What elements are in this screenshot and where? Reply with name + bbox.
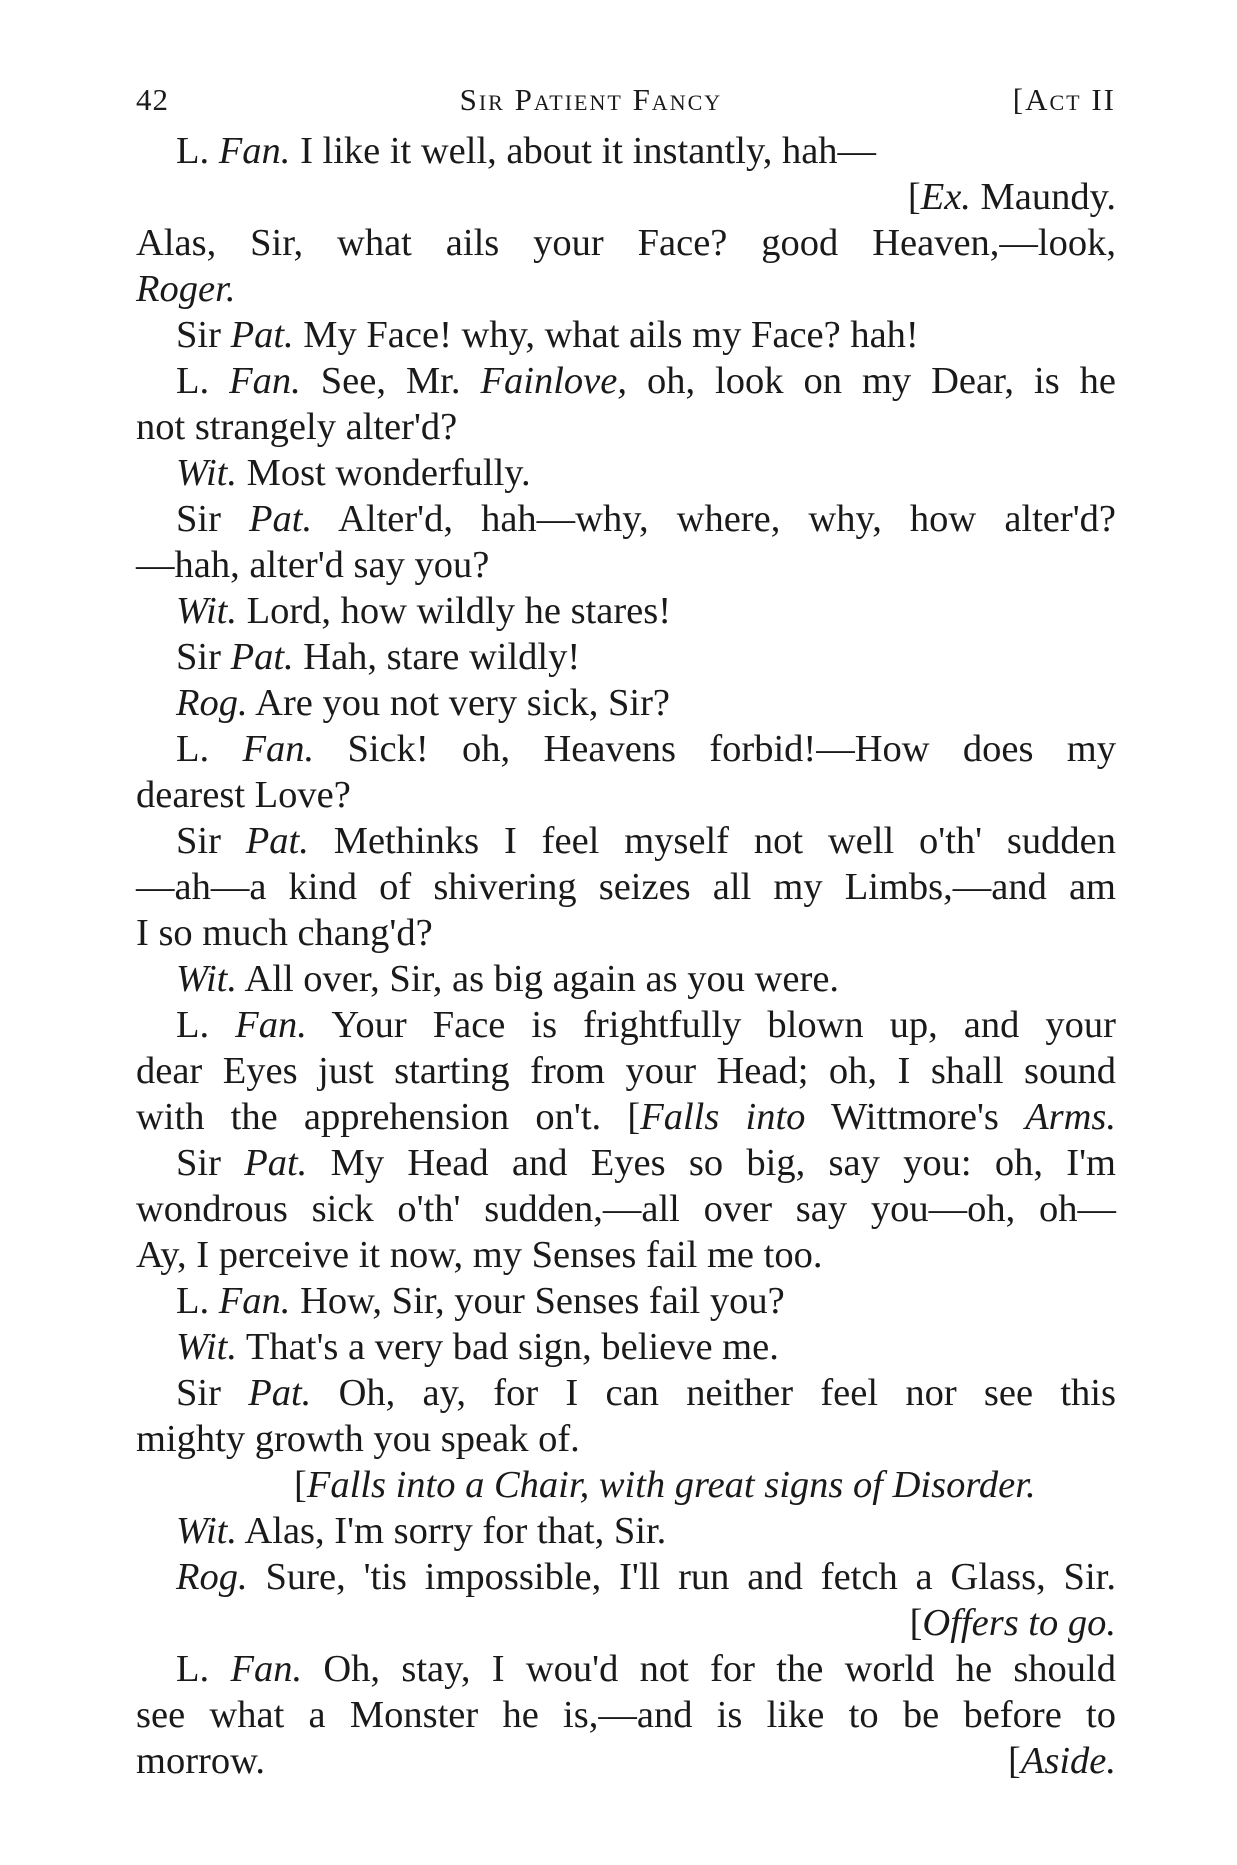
text-span: Offers to go. — [922, 1602, 1116, 1644]
text-span: Sir — [176, 820, 246, 862]
text-span: Ay, I perceive it now, my Senses fail me too. — [136, 1234, 823, 1276]
text-span: Alter'd, hah—why, where, why, how alter'd? — [312, 498, 1116, 540]
speaker-name: Fan. — [235, 1004, 307, 1046]
text-line — [136, 910, 1116, 956]
text-line — [136, 818, 1116, 864]
speaker-name: Wit. — [176, 958, 237, 1000]
text-span: I so much chang'd? — [136, 912, 433, 954]
speaker-name: Pat. — [230, 314, 294, 356]
speaker-name: Fan. — [218, 1280, 291, 1322]
text-span: Methinks I feel myself not well o'th' sudden — [308, 820, 1116, 862]
text-span: Sick! oh, Heavens forbid!—How does my — [314, 728, 1116, 770]
text-line — [136, 1554, 1116, 1600]
text-line — [136, 1186, 1116, 1232]
text-line — [136, 128, 1116, 174]
text-span: [ — [909, 1602, 923, 1644]
speaker-name: Pat. — [245, 820, 309, 862]
text-line — [136, 588, 1116, 634]
text-line — [136, 680, 1116, 726]
text-span: All over, Sir, as big again as you were. — [236, 958, 840, 1000]
text-span: Roger. — [136, 268, 236, 310]
speaker-name: Pat. — [230, 636, 294, 678]
page-number: 42 — [136, 82, 169, 117]
text-span: Alas, I'm sorry for that, Sir. — [236, 1510, 667, 1552]
text-line — [136, 1002, 1116, 1048]
text-span: L. — [176, 1004, 236, 1046]
text-span: morrow. — [136, 1740, 266, 1782]
text-span: [ — [294, 1464, 307, 1506]
text-span: L. — [176, 360, 230, 402]
text-span: How, Sir, your Senses fail you? — [290, 1280, 785, 1322]
speaker-name: Pat. — [248, 1372, 312, 1414]
text-span: My Face! why, what ails my Face? hah! — [293, 314, 919, 356]
text-span: Falls into — [640, 1096, 806, 1138]
running-title: Sir Patient Fancy — [459, 82, 723, 117]
stage-direction — [136, 174, 1116, 220]
text-span: Sure, 'tis impossible, I'll run and fetch a Glass, Sir. — [247, 1556, 1116, 1598]
text-span: I like it well, about it instantly, hah— — [290, 130, 877, 172]
text-span: [ — [1008, 1740, 1021, 1782]
text-line — [136, 1324, 1116, 1370]
speaker-name: Pat. — [244, 1142, 308, 1184]
text-line — [136, 312, 1116, 358]
text-line — [136, 1094, 1116, 1140]
text-span: with the apprehension on't. [ — [136, 1096, 641, 1138]
text-span: Hah, stare wildly! — [293, 636, 581, 678]
text-span: Arms. — [1025, 1096, 1116, 1138]
text-line — [136, 1140, 1116, 1186]
text-span: My Head and Eyes so big, say you: oh, I'm — [307, 1142, 1116, 1184]
text-line — [136, 1508, 1116, 1554]
text-span: Most wonderfully. — [236, 452, 531, 494]
text-line — [136, 864, 1116, 910]
text-span: Sir — [176, 1372, 249, 1414]
speaker-name: Wit. — [176, 452, 237, 494]
stage-direction — [136, 1600, 1116, 1646]
text-span: Oh, stay, I wou'd not for the world he should — [302, 1648, 1116, 1690]
text-line — [136, 1278, 1116, 1324]
text-span: L. — [176, 728, 243, 770]
text-line — [136, 726, 1116, 772]
text-span: Alas, Sir, what ails your Face? good Heaven,—look, — [136, 222, 1116, 264]
text-span: [ — [907, 176, 921, 218]
text-span: —hah, alter'd say you? — [136, 544, 490, 586]
text-span: Sir — [176, 1142, 245, 1184]
speaker-name: Fan. — [230, 1648, 303, 1690]
text-span: Fainlove, — [480, 360, 627, 402]
text-line — [136, 266, 1116, 312]
text-span: Ex. — [920, 176, 971, 218]
text-span: Your Face is frightfully blown up, and your — [306, 1004, 1116, 1046]
speaker-name: Wit. — [176, 1326, 237, 1368]
text-span: Sir — [176, 314, 231, 356]
speaker-name: Rog. — [176, 1556, 248, 1598]
act-indicator: [Act II — [1012, 82, 1116, 117]
text-line — [136, 542, 1116, 588]
speaker-name: Fan. — [242, 728, 315, 770]
text-line — [136, 1646, 1116, 1692]
text-span: Sir — [176, 498, 250, 540]
text-span: oh, look on my Dear, is he — [626, 360, 1116, 402]
text-span: L. — [176, 1648, 231, 1690]
text-span: wondrous sick o'th' sudden,—all over say you—oh, oh— — [136, 1188, 1116, 1230]
text-line — [136, 404, 1116, 450]
text-span: Falls into a Chair, with great signs of Disorder. — [306, 1464, 1036, 1506]
text-span: Oh, ay, for I can neither feel nor see this — [311, 1372, 1116, 1414]
text-span: Maundy. — [970, 176, 1116, 218]
text-line — [136, 220, 1116, 266]
text-line — [136, 1048, 1116, 1094]
text-span: dearest Love? — [136, 774, 351, 816]
text-line — [136, 1370, 1116, 1416]
text-span: —ah—a kind of shivering seizes all my Limbs,—and am — [136, 866, 1116, 908]
text-line — [136, 634, 1116, 680]
text-span: Aside. — [1020, 1740, 1116, 1782]
text-span: see what a Monster he is,—and is like to be before to — [136, 1694, 1116, 1736]
text-span: dear Eyes just starting from your Head; oh, I shall sound — [136, 1050, 1116, 1092]
text-line — [136, 450, 1116, 496]
text-line — [136, 772, 1116, 818]
text-span: See, Mr. — [300, 360, 481, 402]
speaker-name: Pat. — [249, 498, 313, 540]
speaker-name: Wit. — [176, 1510, 237, 1552]
text-line — [136, 1738, 1116, 1784]
text-span: Lord, how wildly he stares! — [236, 590, 672, 632]
text-line — [136, 1416, 1116, 1462]
text-line — [136, 358, 1116, 404]
text-span: mighty growth you speak of. — [136, 1418, 580, 1460]
text-line — [136, 1692, 1116, 1738]
speaker-name: Rog. — [176, 682, 248, 724]
stage-direction — [136, 1462, 1116, 1508]
text-span: That's a very bad sign, believe me. — [236, 1326, 779, 1368]
text-line — [136, 1232, 1116, 1278]
text-span: L. — [176, 1280, 219, 1322]
stage-direction — [1008, 1738, 1116, 1784]
book-page — [136, 82, 1116, 1784]
text-span: Sir — [176, 636, 231, 678]
text-line — [136, 496, 1116, 542]
text-line — [136, 956, 1116, 1002]
text-span: not strangely alter'd? — [136, 406, 458, 448]
text-span: Wittmore's — [805, 1096, 1026, 1138]
text-span: L. — [176, 130, 219, 172]
speaker-name: Fan. — [229, 360, 301, 402]
text-span: Are you not very sick, Sir? — [247, 682, 671, 724]
speaker-name: Wit. — [176, 590, 237, 632]
running-header — [136, 82, 1116, 124]
speaker-name: Fan. — [218, 130, 291, 172]
